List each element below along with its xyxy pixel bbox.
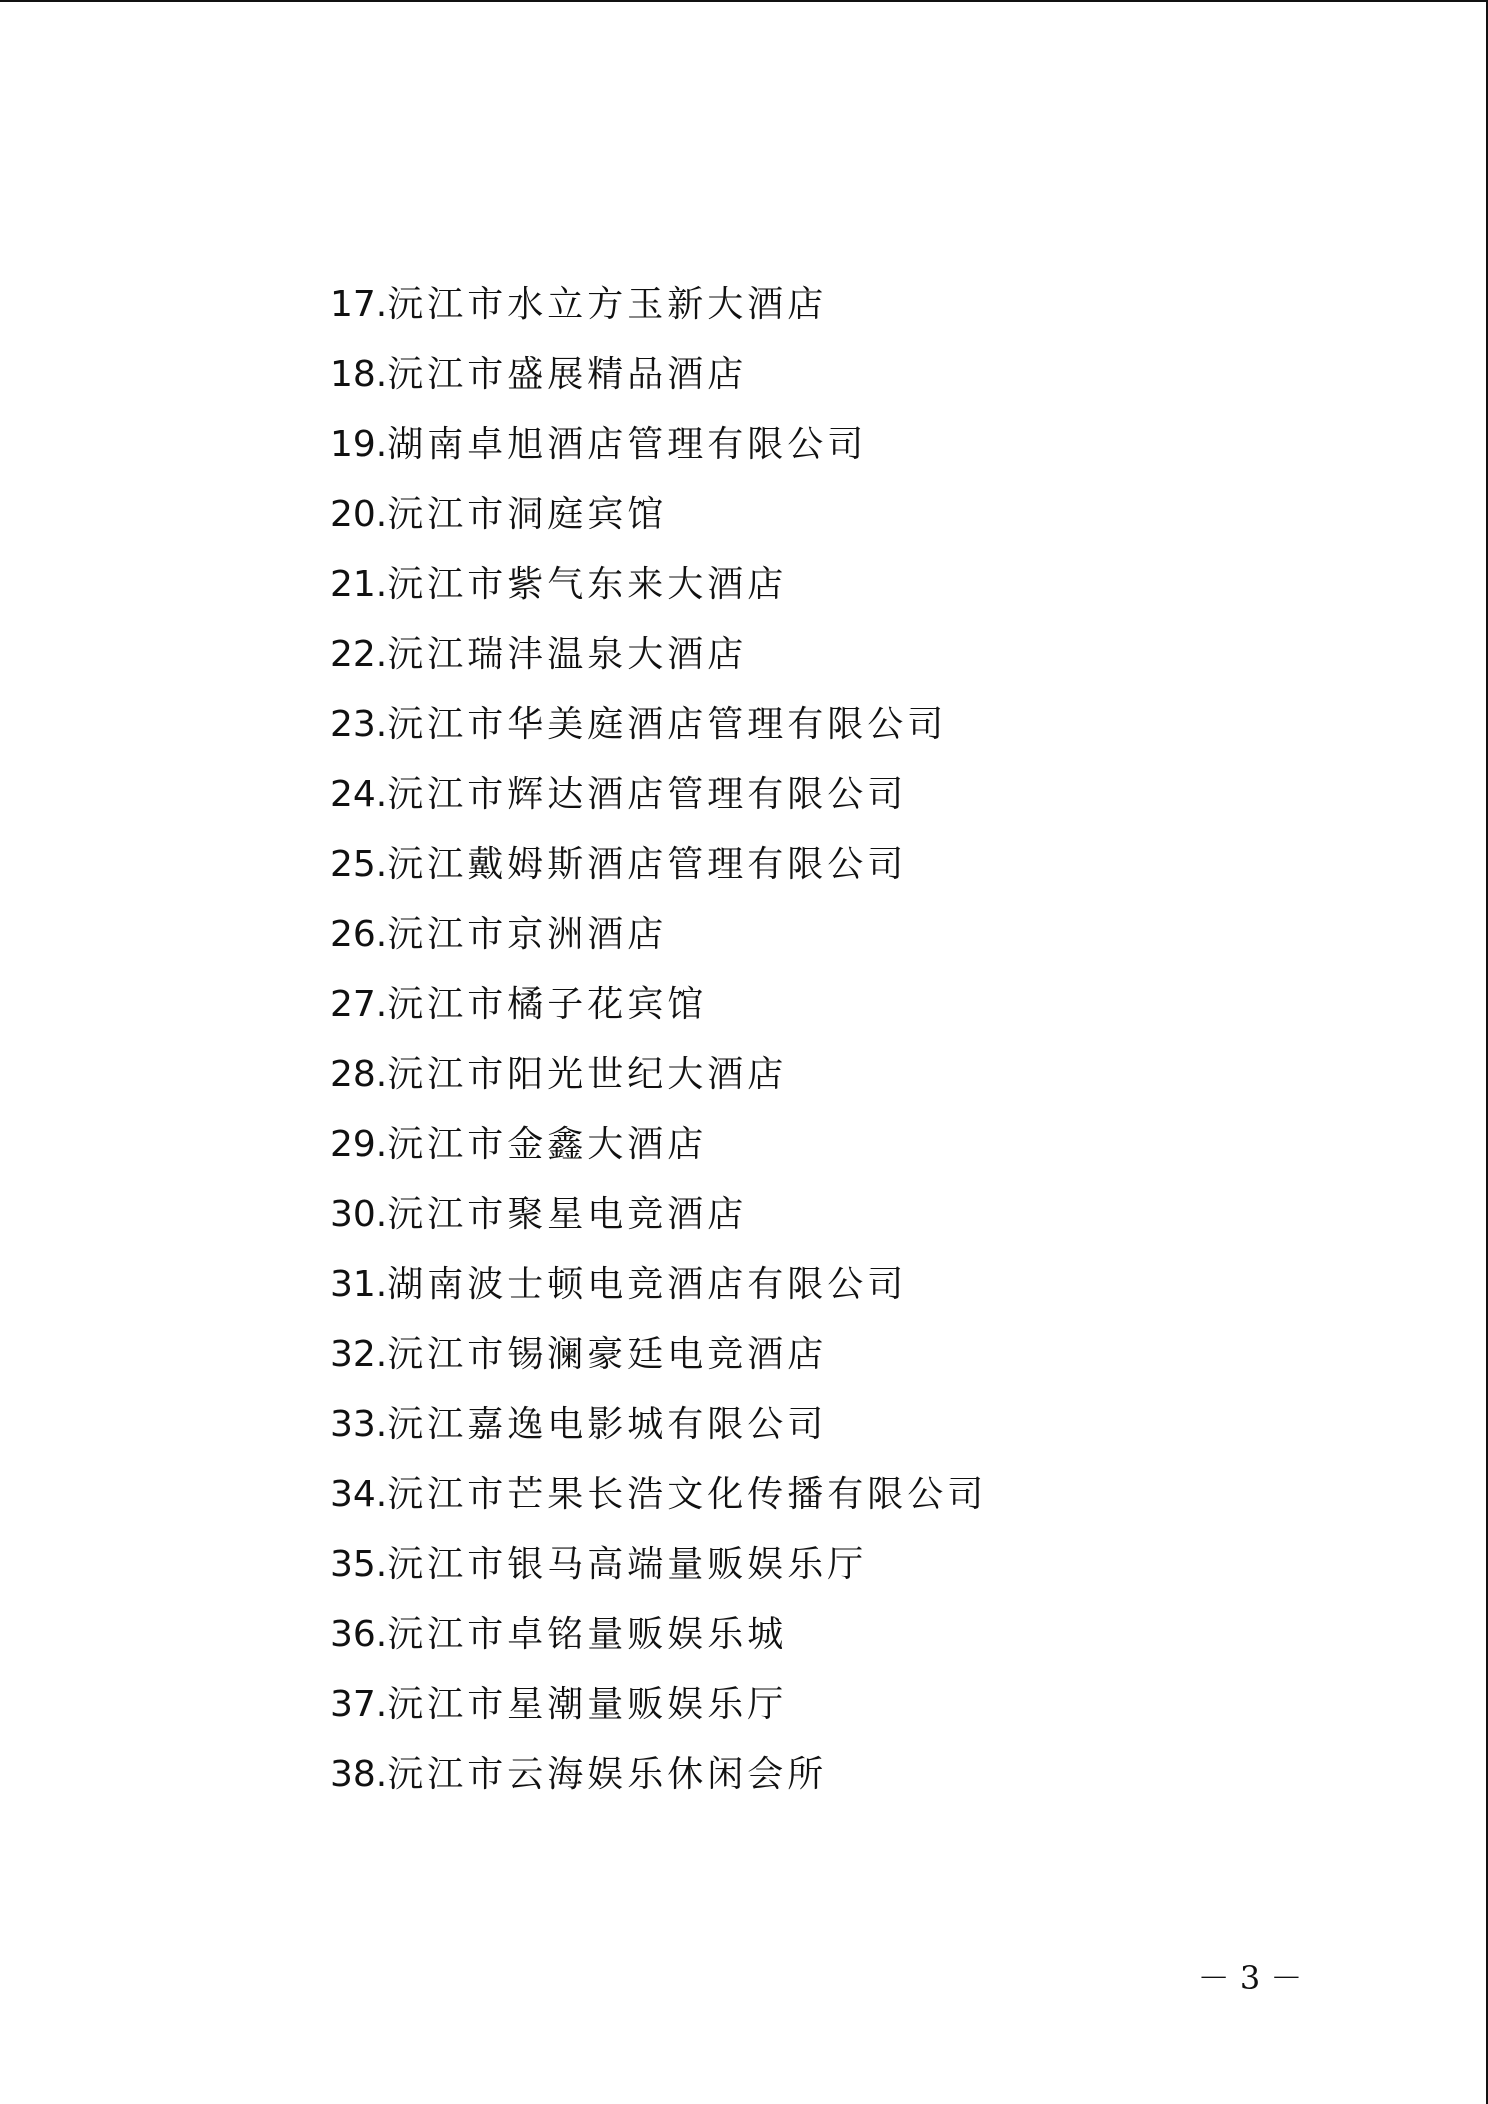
list-item xyxy=(330,270,987,340)
top-border-line xyxy=(0,0,1488,2)
list-item-number: 29. xyxy=(330,1124,388,1165)
list-item-name: 沅江市金鑫大酒店 xyxy=(387,1124,708,1165)
list-item-number: 25. xyxy=(330,844,388,885)
list-item xyxy=(330,1740,987,1810)
list-item xyxy=(330,1390,987,1460)
list-item-name: 湖南卓旭酒店管理有限公司 xyxy=(387,424,868,465)
list-item-name: 沅江市芒果长浩文化传播有限公司 xyxy=(387,1474,988,1515)
list-item-number: 27. xyxy=(330,984,388,1025)
list-item-name: 沅江市京洲酒店 xyxy=(387,914,668,955)
list-item-name: 沅江市洞庭宾馆 xyxy=(387,494,668,535)
list-item xyxy=(330,1250,987,1320)
list-item-number: 17. xyxy=(330,284,388,325)
list-item xyxy=(330,1600,987,1670)
list-item-number: 34. xyxy=(330,1474,388,1515)
list-item-name: 沅江市水立方玉新大酒店 xyxy=(387,284,828,325)
list-item-number: 21. xyxy=(330,564,388,605)
list-item xyxy=(330,480,987,550)
list-item xyxy=(330,1530,987,1600)
list-item-number: 36. xyxy=(330,1614,388,1655)
list-item-name: 沅江市聚星电竞酒店 xyxy=(387,1194,748,1235)
list-item-name: 沅江市阳光世纪大酒店 xyxy=(387,1054,788,1095)
list-item xyxy=(330,900,987,970)
list-item xyxy=(330,830,987,900)
list-item xyxy=(330,1320,987,1390)
list-item-name: 沅江市锡澜豪廷电竞酒店 xyxy=(387,1334,828,1375)
list-item-name: 沅江嘉逸电影城有限公司 xyxy=(387,1404,828,1445)
page-number: － 3 － xyxy=(1197,1959,1303,1997)
list-item xyxy=(330,1040,987,1110)
list-item xyxy=(330,1110,987,1180)
list-item-name: 沅江戴姆斯酒店管理有限公司 xyxy=(387,844,908,885)
list-item xyxy=(330,410,987,480)
list-item-name: 沅江市云海娱乐休闲会所 xyxy=(387,1754,828,1795)
list-item-number: 26. xyxy=(330,914,388,955)
list-item-number: 23. xyxy=(330,704,388,745)
list-item-number: 37. xyxy=(330,1684,388,1725)
list-item xyxy=(330,1670,987,1740)
list-item xyxy=(330,760,987,830)
list-item-name: 沅江瑞沣温泉大酒店 xyxy=(387,634,748,675)
list-item-name: 沅江市辉达酒店管理有限公司 xyxy=(387,774,908,815)
list-item-number: 22. xyxy=(330,634,388,675)
list-item-number: 28. xyxy=(330,1054,388,1095)
business-list xyxy=(330,270,987,1810)
list-item-number: 19. xyxy=(330,424,388,465)
list-item-name: 沅江市华美庭酒店管理有限公司 xyxy=(387,704,948,745)
list-item-name: 沅江市盛展精品酒店 xyxy=(387,354,748,395)
list-item xyxy=(330,690,987,760)
list-item-name: 沅江市星潮量贩娱乐厅 xyxy=(387,1684,788,1725)
list-item xyxy=(330,1460,987,1530)
list-item xyxy=(330,1180,987,1250)
list-item-name: 沅江市紫气东来大酒店 xyxy=(387,564,788,605)
list-item-number: 38. xyxy=(330,1754,388,1795)
list-item-name: 沅江市橘子花宾馆 xyxy=(387,984,708,1025)
list-item-name: 沅江市卓铭量贩娱乐城 xyxy=(387,1614,788,1655)
list-item-number: 24. xyxy=(330,774,388,815)
list-item xyxy=(330,550,987,620)
list-item-name: 沅江市银马高端量贩娱乐厅 xyxy=(387,1544,868,1585)
list-item-name: 湖南波士顿电竞酒店有限公司 xyxy=(387,1264,908,1305)
list-item-number: 30. xyxy=(330,1194,388,1235)
list-item-number: 31. xyxy=(330,1264,388,1305)
list-item-number: 32. xyxy=(330,1334,388,1375)
list-item-number: 33. xyxy=(330,1404,388,1445)
list-item xyxy=(330,620,987,690)
list-item-number: 20. xyxy=(330,494,388,535)
list-item-number: 18. xyxy=(330,354,388,395)
list-item xyxy=(330,970,987,1040)
list-item-number: 35. xyxy=(330,1544,388,1585)
list-item xyxy=(330,340,987,410)
